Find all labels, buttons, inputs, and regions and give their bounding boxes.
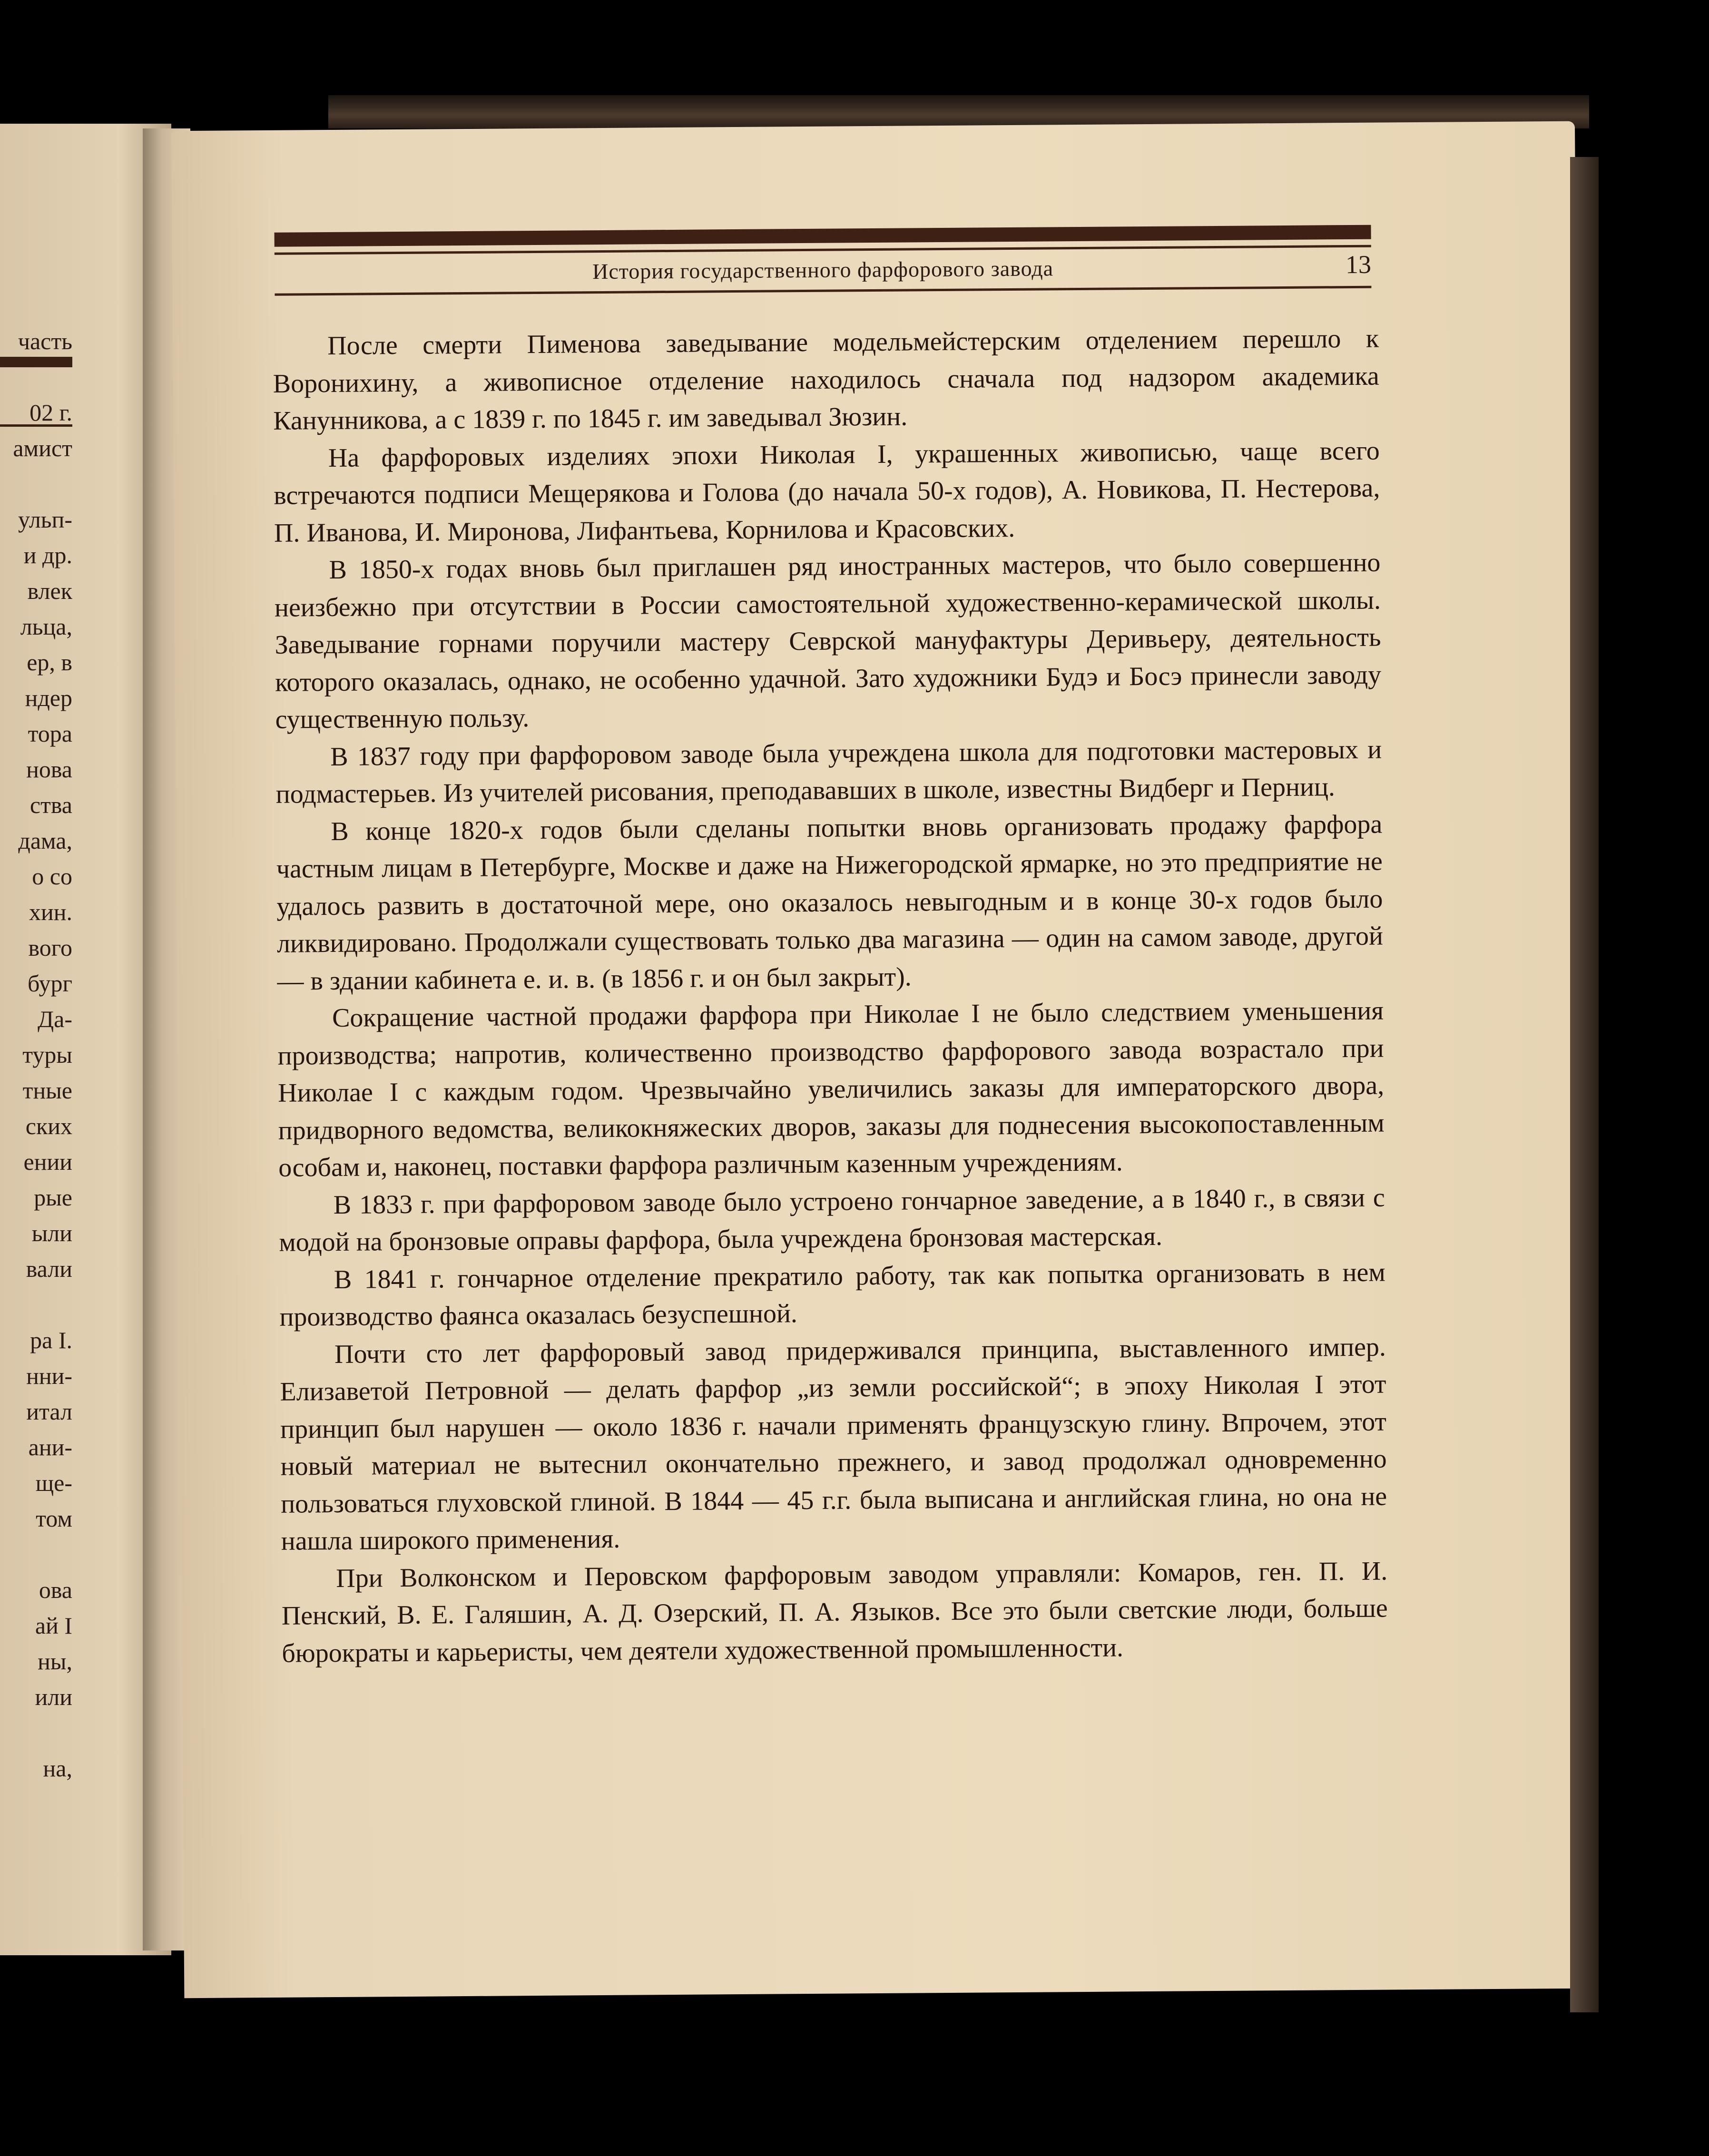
left-page-fragment: ра I.	[30, 1327, 72, 1353]
left-page-fragment: ульп-	[18, 506, 72, 533]
left-page-fragment: ении	[23, 1148, 72, 1175]
left-page-fragment: туры	[22, 1041, 72, 1068]
book-fore-edge	[1570, 157, 1599, 2012]
left-page-text-fragments	[0, 323, 72, 1786]
left-page-fragment: о со	[32, 863, 72, 890]
left-page-fragment: ндер	[25, 685, 72, 711]
paragraph: В 1850-х годах вновь был приглашен ряд иностранных мастеров, что было совершенно неизбежно при отсутствии в России самостоятельной художественно-керамической школы. Заведывание горнами поручили мастеру Севрской мануфактуры Деривьеру, деятельность которого оказалась, однако, не особенно удачной. Зато художники Будэ и Босэ принесли заводу существенную пользу.	[274, 548, 1382, 735]
paragraph: На фарфоровых изделиях эпохи Николая I, украшенных живописью, чаще всего встречаются подписи Мещерякова и Голова (до начала 50-х годов), А. Новикова, П. Нестерова, П. Иванова, И. Миронова, Лифантьева, Корнилова и Красовских.	[274, 436, 1380, 548]
left-page-fragment: на,	[43, 1755, 72, 1782]
paragraph: В 1841 г. гончарное отделение прекратило работу, так как попытка организовать в нем производство фаянса оказалась безуспешной.	[279, 1257, 1386, 1332]
left-page-fragment: амист	[13, 435, 72, 461]
paragraph: В конце 1820-х годов были сделаны попытки вновь организовать продажу фарфора частным лицам в Петербурге, Москве и даже на Нижегородской ярмарке, но это предприятие не удалось развить в достаточной мере, оно оказалось невыгодным и в конце 30-х годов было ликвидировано. Продолжали существовать только два магазина — один на самом заводе, другой — в здании кабинета е. и. в. (в 1856 г. и он был закрыт).	[276, 809, 1384, 996]
left-page-fragment: ай I	[35, 1612, 72, 1639]
body-text	[273, 320, 1388, 1672]
paragraph: В 1833 г. при фарфоровом заводе было устроено гончарное заведение, а в 1840 г., в связи с модой на бронзовые оправы фарфора, была учреждена бронзовая мастерская.	[279, 1183, 1385, 1257]
left-page-fragment: и др.	[23, 542, 72, 568]
left-page-fragment: бург	[27, 970, 72, 997]
left-page-fragment: тные	[22, 1077, 72, 1104]
left-page-fragment: ова	[39, 1577, 72, 1603]
left-page-fragment: ер, в	[27, 649, 72, 676]
page-header	[275, 225, 1372, 299]
left-page-fragment: рые	[34, 1184, 72, 1211]
left-page-fragment: 02 г.	[29, 399, 72, 426]
paragraph: Сокращение частной продажи фарфора при Николае I не было следствием уменьшения производства; напротив, количественно производство фарфорового завода возрастало при Николае I с каждым годом. Чрезвычайно увеличились заказы для императорского двора, придворного ведомства, великокняжеских дворов, заказы для поднесения высокопоставленным особам и, наконец, поставки фарфора различным казенным учреждениям.	[277, 996, 1385, 1183]
left-page-fragment	[0, 466, 72, 502]
header-rule-thin	[275, 245, 1371, 255]
left-page-fragment: нни-	[26, 1362, 72, 1389]
left-page-fragment: нова	[26, 756, 72, 783]
left-page-fragment: вого	[28, 934, 72, 961]
left-page-fragment: ских	[25, 1113, 72, 1139]
page-number: 13	[1345, 250, 1372, 279]
left-page-fragment: влек	[27, 578, 72, 604]
left-page-fragment: ще-	[35, 1470, 72, 1496]
left-page-fragment	[0, 1537, 72, 1572]
left-page-fragment: льца,	[20, 613, 72, 640]
header-rule-bottom	[275, 286, 1371, 296]
left-page-fragment: ани-	[28, 1434, 72, 1460]
paragraph: После смерти Пименова заведывание модельмейстерским отделением перешло к Воронихину, а живописное отделение находилось сначала под надзором академика Канунникова, а с 1839 г. по 1845 г. им заведывал Зюзин.	[273, 323, 1379, 436]
left-page-fragment	[0, 1287, 72, 1323]
left-page-fragment: ства	[29, 792, 72, 818]
left-page-fragment: ыли	[31, 1220, 72, 1246]
left-page-fragment: тора	[28, 720, 72, 747]
left-page-fragment	[0, 359, 72, 395]
right-page	[171, 121, 1588, 1998]
left-page-fragment: дама,	[18, 827, 72, 854]
paragraph: Почти сто лет фарфоровый завод придерживался принципа, выставленного импер. Елизаветой Петровной — делать фарфор „из земли российской“; в эпоху Николая I этот принцип был нарушен — около 1836 г. начали применять французскую глину. Впрочем, этот новый материал не вытеснил окончательно прежнего, и завод продолжал одновременно пользоваться глуховской глиной. В 1844 — 45 г.г. была выписана и английская глина, но она не нашла широкого применения.	[280, 1332, 1387, 1556]
paragraph: В 1837 году при фарфоровом заводе была учреждена школа для подготовки мастеровых и подмастерьев. Из учителей рисования, преподававших в школе, известны Видберг и Перниц.	[275, 735, 1382, 809]
left-page-fragment: ны,	[38, 1648, 72, 1675]
left-page-fragment: хин.	[29, 899, 72, 925]
paragraph: При Волконском и Перовском фарфоровым заводом управляли: Комаров, ген. П. И. Пенский, В. Е. Галяшин, А. Д. Озерский, П. А. Языков. Все это были светские люди, больше бюрократы и карьеристы, чем деятели художественной промышленности.	[281, 1556, 1388, 1668]
left-page-fragment: или	[35, 1684, 72, 1710]
header-rule-thick	[275, 225, 1371, 247]
running-head: История государственного фарфорового завода	[592, 256, 1054, 284]
left-page-fragment: Да-	[38, 1006, 72, 1032]
left-page-fragment: часть	[18, 328, 72, 354]
left-page-fragment	[0, 1715, 72, 1751]
left-page-fragment: том	[36, 1505, 72, 1532]
left-page-fragment: вали	[26, 1255, 72, 1282]
left-page-fragment: итал	[26, 1398, 72, 1425]
